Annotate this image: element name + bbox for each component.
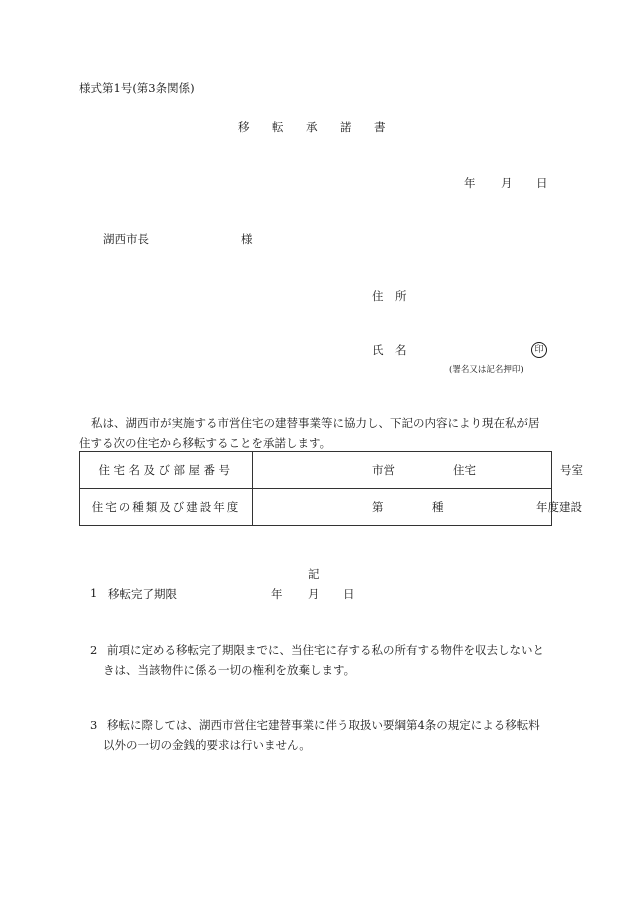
item-2-number: 2 <box>90 643 98 657</box>
item-2-line-1: 前項に定める移転完了期限までに、当住宅に存する私の所有する物件を収去しないと <box>106 643 544 657</box>
type-part-year: 年度建設 <box>536 500 582 514</box>
row-header-room: 住宅名及び部屋番号 <box>80 452 253 489</box>
addressee-honorific: 様 <box>241 232 253 246</box>
room-part-municipal: 市営 <box>372 463 395 477</box>
item-2-line-2: きは、当該物件に係る一切の権利を放棄します。 <box>103 663 356 677</box>
title-char: 転 <box>272 120 284 134</box>
type-part-class: 第 <box>372 500 384 514</box>
intro-line-2: 住する次の住宅から移転することを承諾します。 <box>79 436 332 450</box>
row-value-type <box>253 489 582 526</box>
item-1-day: 日 <box>343 587 355 601</box>
table-row <box>80 452 552 489</box>
title-char: 承 <box>306 120 318 134</box>
intro-paragraph <box>79 413 540 453</box>
item-3-line-1: 移転に際しては、湖西市営住宅建替事業に伴う取扱い要綱第4条の規定による移転料 <box>106 718 540 732</box>
item-1-number: 1 <box>90 586 98 600</box>
type-part-kind: 種 <box>432 500 444 514</box>
title-char: 移 <box>238 120 250 134</box>
title-char: 書 <box>374 120 386 134</box>
housing-info-table <box>79 451 583 526</box>
item-2 <box>90 640 544 680</box>
date-month-label: 月 <box>501 176 513 190</box>
item-1-month: 月 <box>308 587 320 601</box>
row-value-room <box>253 452 583 489</box>
date-year-label: 年 <box>464 176 476 190</box>
address-label: 住 所 <box>372 289 407 303</box>
ki-heading: 記 <box>308 567 320 581</box>
form-label: 様式第1号(第3条関係) <box>79 81 195 95</box>
row-header-type: 住宅の種類及び建設年度 <box>80 489 253 526</box>
intro-line-1: 私は、湖西市が実施する市営住宅の建替事業等に協力し、下記の内容により現在私が居 <box>91 416 540 430</box>
item-3-line-2: 以外の一切の金銭的要求は行いません。 <box>103 738 311 752</box>
name-label: 氏 名 <box>372 343 407 357</box>
item-1-label: 移転完了期限 <box>108 587 177 601</box>
addressee-name: 湖西市長 <box>103 232 149 246</box>
date-day-label: 日 <box>536 176 548 190</box>
item-3 <box>90 715 540 755</box>
room-part-housing: 住宅 <box>453 463 476 477</box>
item-3-number: 3 <box>90 718 98 732</box>
seal-note: (署名又は記名押印) <box>449 365 524 375</box>
seal-mark-icon: 印 <box>531 342 547 358</box>
item-1-year: 年 <box>271 587 283 601</box>
title-char: 諾 <box>340 120 352 134</box>
table-row <box>80 489 552 526</box>
room-part-number: 号室 <box>560 463 583 477</box>
